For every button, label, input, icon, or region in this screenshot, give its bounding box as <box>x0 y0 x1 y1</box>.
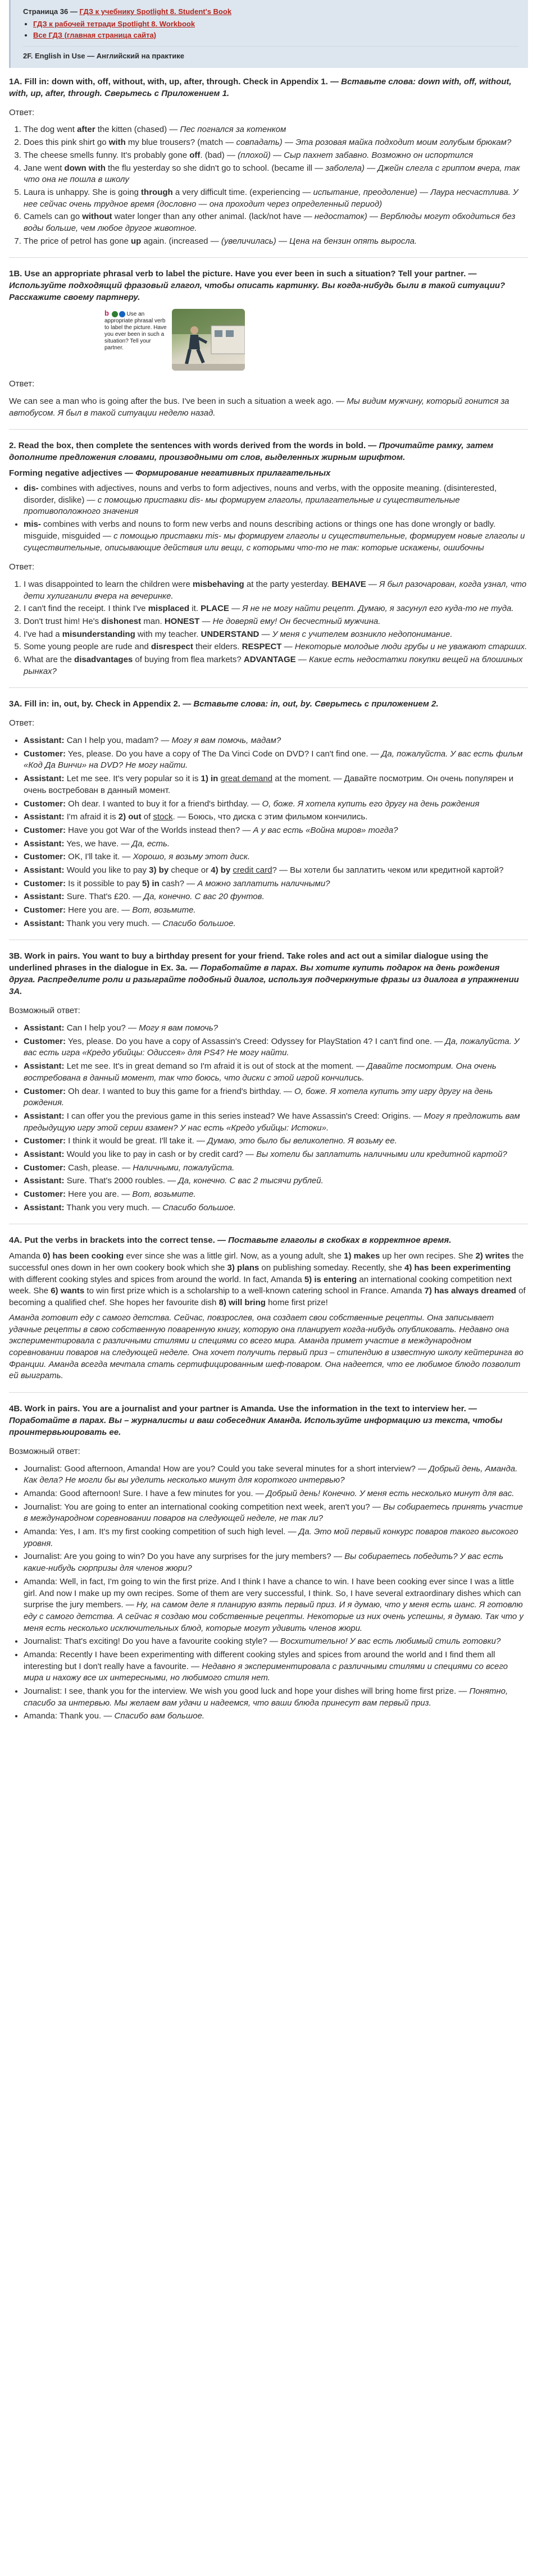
translation: — Я был разочарован, когда узнал, что дети хулиганили вчера на вечеринке. <box>24 579 527 601</box>
answer-verb: 2) writes <box>475 1251 510 1261</box>
translation: Да, пожалуйста. У вас есть игра «Кредо убийцы: Одиссея» для PS4? Не могу найти. <box>24 1036 520 1058</box>
dialogue-line <box>24 1488 528 1500</box>
speaker: Assistant: <box>24 736 65 746</box>
ex3a-title-ru: — Вставьте слова: in, out, by. Сверьтесь с приложением 2. <box>183 699 439 709</box>
line-text: Let me see. It's very popular so it is <box>64 774 201 784</box>
workbook-link[interactable]: ГДЗ к рабочей тетради Spotlight 8. Workbook <box>33 19 195 28</box>
line-text: Is it possible to pay <box>66 878 142 888</box>
answer-verb: 0) has been cooking <box>43 1251 124 1261</box>
answer-verb: 1) makes <box>344 1251 380 1261</box>
sentence-text: Jane went <box>24 163 65 173</box>
ex1a-list <box>9 124 528 247</box>
dialogue-line <box>24 891 528 903</box>
list-item <box>24 579 528 602</box>
paragraph-text: Amanda <box>9 1251 43 1261</box>
ex2-title <box>9 440 528 463</box>
divider <box>9 687 528 688</box>
list-item <box>24 124 528 136</box>
dialogue-line <box>24 851 528 863</box>
line-text: of <box>141 812 153 822</box>
line-text: Cash, please. — <box>66 1162 133 1173</box>
underlined-phrase: great demand <box>220 774 273 784</box>
line-text: Yes, please. Do you have a copy of Assassin's Creed: Odyssey for PlayStation 4? I can't find one. — <box>66 1036 445 1046</box>
ex2-title-ru: — Прочитайте рамку, затем дополните предложения словами, производными от слов, выделенных жирным шрифтом. <box>9 441 494 463</box>
dialogue-line <box>24 1463 528 1487</box>
speaker: Assistant: <box>24 1149 65 1159</box>
translation: Давайте посмотрим. Она очень востребована в данный момент, так что боюсь, что диски с этой игрой кончились. <box>24 1061 497 1083</box>
speaker: Assistant: <box>24 1202 65 1212</box>
translation: с помощью приставки mis- мы формируем глаголы и существительные, формируем новые глаголы и существительные, описывающие действия или вещи, с которыми что-то не так: которые искажены, ошибочны <box>24 531 525 553</box>
translation: Вот, возьмите. <box>132 905 196 915</box>
sentence-text: Don't trust him! He's <box>24 616 102 626</box>
list-item <box>24 236 528 248</box>
paragraph-text: to win first prize which is a scholarship to a well-known catering school in France. Amanda <box>84 1286 425 1296</box>
answer-word: misunderstanding <box>62 629 135 639</box>
dialogue-line <box>24 825 528 837</box>
sentence-text: again. (increased — <box>141 236 221 246</box>
dialogue-line <box>24 799 528 810</box>
line-text: Amanda: Good afternoon! Sure. I have a few minutes for you. <box>24 1489 256 1498</box>
list-item <box>24 616 528 628</box>
paragraph-text: with different cooking styles and spices from around the world. In fact, Amanda <box>9 1274 304 1284</box>
dialogue-line <box>24 918 528 930</box>
line-text: Oh dear. I wanted to buy it for a friend's birthday. — <box>66 799 262 809</box>
ex4b-title-en: 4B. Work in pairs. You are a journalist and your partner is Amanda. Use the information in the text to interview her. <box>9 1403 466 1414</box>
sentence-text: their elders. <box>193 642 242 652</box>
sentence-text: I was disappointed to learn the children were <box>24 579 193 589</box>
sentence-text: man. <box>141 616 165 626</box>
translation: — У меня с учителем возникло недопонимание. <box>259 629 453 639</box>
picture-note: Use an appropriate phrasal verb to label the picture. Have you ever been in such a situation? Tell your partner. <box>104 311 167 352</box>
dialogue-line <box>24 1023 528 1034</box>
answer-word: through <box>141 187 173 197</box>
translation: Спасибо большое. <box>162 918 236 928</box>
ex4b-dialogue <box>9 1463 528 1722</box>
ex4a-title-en: 4A. Put the verbs in brackets into the correct tense. <box>9 1235 215 1246</box>
list-item <box>24 629 528 641</box>
speaker: Customer: <box>24 878 66 888</box>
line-text: . — Боюсь, что диска с этим фильмом кончились. <box>172 812 368 822</box>
speaker: Assistant: <box>24 838 65 849</box>
prefix: mis- <box>24 519 41 530</box>
translation: — Недавно я экспериментировала с различными стилями и специями со всего мира и нахожу все их интересными, но любимого стиля нет. <box>24 1661 508 1683</box>
ex1b-title-en: 1B. Use an appropriate phrasal verb to label the picture. Have you ever been in such a situation? Tell your partner. <box>9 269 466 279</box>
ex2-subtitle-en: Forming negative adjectives — <box>9 468 136 478</box>
translation: — Да. Это мой первый конкурс поваров такого высокого уровня. <box>24 1527 518 1548</box>
base-word: HONEST <box>164 616 200 626</box>
line-text: Journalist: I see, thank you for the interview. We wish you good luck and hope your dishes will bring home first prize. <box>24 1686 459 1696</box>
speaker: Customer: <box>24 825 66 835</box>
sentence-text: The price of petrol has gone <box>24 236 131 246</box>
paragraph-text: on publishing someday. Recently, she <box>259 1263 404 1273</box>
translation: Да, пожалуйста. У вас есть фильм «Код Да Винчи» на DVD? Не могу найти. <box>24 749 523 770</box>
speaker: Customer: <box>24 749 66 759</box>
ex3a-dialogue <box>9 735 528 929</box>
answer-word: off <box>189 150 201 160</box>
paragraph-text: ever since she was a little girl. Now, as a young adult, she <box>124 1251 344 1261</box>
translation: Пес погнался за котенком <box>180 125 286 135</box>
dialogue-line <box>24 1526 528 1549</box>
translation: О, боже. Я хотела купить эту игру другу на день рождения. <box>24 1086 493 1108</box>
sentence-text: at the party yesterday. <box>244 579 332 589</box>
line-text: Can I help you? — <box>64 1023 139 1033</box>
translation: (увеличилась) — Цена на бензин опять выросла. <box>221 236 417 246</box>
translation: заболела) — Джейн слегла с гриппом вчера, так что она не пошла в школу <box>24 163 520 185</box>
translation: Могу я вам помочь? <box>139 1023 219 1033</box>
underlined-phrase: credit card <box>233 865 272 875</box>
line-text: Oh dear. I wanted to buy this game for a friend's birthday. — <box>66 1086 294 1096</box>
rule-item <box>24 519 528 554</box>
dialogue-line <box>24 905 528 917</box>
answer-word: 1) in <box>201 774 219 784</box>
translation: испытание, преодоление) — Лаура несчастлива. У нее сейчас очень трудное время (дословно — она проходит через определенный период) <box>24 187 518 209</box>
speaker: Assistant: <box>24 892 65 902</box>
ex4a-translation: Аманда готовит еду с самого детства. Сейчас, повзрослев, она создает свои собственные рецепты. Она записывает удачные рецепты в свою собственную поваренную книгу, которую она планирует когда-нибудь опубликовать. Недавно она экспериментировала с различными стилями и специями со всего мира. Аманда примет участие в международном соревновании поваров на следующей неделе. Она хочет получить первый приз – стипендию в известную школу кейтеринга во Франции. Аманда всегда мечтала стать сертифицированным шеф-поваром. Она надеется, что ее любимое блюдо позволит ей выиграть. <box>9 1312 524 1381</box>
sentence-text: . (bad) — <box>200 150 238 160</box>
translation: Вы хотели бы заплатить наличными или кредитной картой? <box>256 1149 507 1159</box>
dialogue-line <box>24 811 528 823</box>
translation: Спасибо большое. <box>162 1202 236 1212</box>
dialogue-line <box>24 735 528 747</box>
ex1a-title-ru: — Вставьте слова: down with, off, without, with, up, after, through. Сверьтесь с Приложением 1. <box>9 76 512 98</box>
translation: — Спасибо вам большое. <box>103 1711 205 1721</box>
ex4a-title-ru: — Поставьте глаголы в скобках в корректное время. <box>217 1235 452 1246</box>
list-item <box>24 211 528 234</box>
ex3a-title <box>9 698 528 710</box>
paragraph-text: of becoming a qualified chef. She hopes her favourite dish <box>9 1286 526 1308</box>
answer-word: 5) in <box>142 878 160 888</box>
line-text: Journalist: You are going to enter an international cooking competition next week, aren't you? <box>24 1502 372 1512</box>
line-text: Amanda: Yes, I am. It's my first cooking competition of such high level. <box>24 1527 288 1537</box>
line-text: Yes, please. Do you have a copy of The Da Vinci Code on DVD? I can't find one. — <box>66 749 381 759</box>
dialogue-line <box>24 1136 528 1147</box>
dialogue-line <box>24 1111 528 1134</box>
ex4a-text <box>9 1251 528 1308</box>
answer-verb: 4) has been experimenting <box>404 1263 511 1273</box>
answer-word: 3) by <box>149 865 169 875</box>
translation: Хорошо, я возьму этот диск. <box>133 852 250 862</box>
ex3b-title-ru: — Поработайте в парах. Вы хотите купить подарок на день рождения друга. Распределите роли и разыграйте подобный диалог, используя подчеркнутые фразы из диалога в упражнении 3А. <box>9 963 519 997</box>
line-text: Journalist: That's exciting! Do you have a favourite cooking style? <box>24 1636 270 1647</box>
answer-word: misplaced <box>148 604 190 614</box>
translation: — Вы собираетесь принять участие в международном соревновании поваров на следующей неделе, не так ли? <box>24 1502 523 1524</box>
ex3a-answer-label: Ответ: <box>9 718 35 728</box>
ex3a-title-en: 3A. Fill in: in, out, by. Check in Appendix 2. <box>9 699 181 709</box>
ex1b-title-ru: — Используйте подходящий фразовый глагол, чтобы описать картинку. Вы когда-нибудь были в такой ситуации? Расскажите своему партнеру. <box>9 269 506 303</box>
section-label: 2F. English in Use — Английский на практике <box>23 46 519 61</box>
ex1b-answer <box>9 396 528 419</box>
line-text: Amanda: Thank you. <box>24 1711 104 1721</box>
dialogue-line <box>24 1175 528 1187</box>
speaker: Customer: <box>24 1086 66 1096</box>
line-text: I'm afraid it is <box>64 812 119 822</box>
dialogue-line <box>24 1686 528 1709</box>
speaker: Customer: <box>24 1036 66 1046</box>
ex2-title-en: 2. Read the box, then complete the sentences with words derived from the words in bold. <box>9 441 366 451</box>
line-text: ? — Вы хотели бы заплатить чеком или кредитной картой? <box>272 865 504 875</box>
picture-caption <box>104 309 167 352</box>
dialogue-line <box>24 865 528 877</box>
ex2-rule-box <box>9 483 528 554</box>
ex2-subtitle <box>9 468 528 480</box>
answer-word: after <box>77 125 95 135</box>
translation: совпадать) — Эта розовая майка подходит моим голубым брюкам? <box>236 138 512 148</box>
dialogue-line <box>24 1636 528 1648</box>
line-text: Amanda: Well, in fact, I'm going to win the first prize. And I think I have a chance to win. I have been cooking ever since I was a little girl. And now I make up my own recipes. Some of them are very successful, I think. So, I have several extraordinary dishes which can surprise the jury members. <box>24 1576 521 1610</box>
rule-text: combines with adjectives, nouns and verbs to form adjectives, nouns and verbs, with the opposite meaning. (disinterested, disorder, dislike) — <box>24 484 497 505</box>
sentence-text: it. <box>189 604 201 614</box>
line-text: Here you are. — <box>66 1189 133 1199</box>
translation: — Ну, на самом деле я планирую взять первый приз. И я думаю, что у меня есть шанс. Я готовлю еду с самого детства. А сейчас я создаю мои собственные рецепты. Некоторые из них очень успешны, я думаю. Так что у меня есть несколько исключительных блюд, которые могут удивить членов жюри. <box>24 1600 524 1633</box>
line-text: at the moment. — Давайте посмотрим. Он очень популярен и очень востребован в данный момент. <box>24 774 514 795</box>
ex1b-answer-label: Ответ: <box>9 379 35 389</box>
ex2-answer-label: Ответ: <box>9 562 35 572</box>
photo-illustration <box>172 309 245 371</box>
answer-verb: 7) has always dreamed <box>424 1286 516 1296</box>
dialogue-line <box>24 838 528 850</box>
answer-word: 2) out <box>118 812 142 822</box>
speaker: Customer: <box>24 905 66 915</box>
ex3b-answer-label: Возможный ответ: <box>9 1006 80 1016</box>
ex1a-answer-label: Ответ: <box>9 107 35 117</box>
answer-word: misbehaving <box>193 579 244 589</box>
speaker: Assistant: <box>24 1023 65 1033</box>
translation: — Не доверяй ему! Он бесчестный мужчина. <box>199 616 381 626</box>
translation: Наличными, пожалуйста. <box>133 1162 235 1173</box>
ex4b-title <box>9 1403 528 1438</box>
speaker: Assistant: <box>24 865 65 875</box>
line-text: I think it would be great. I'll take it. — <box>66 1136 208 1146</box>
dialogue-line <box>24 1149 528 1161</box>
sentence-text: Camels can go <box>24 212 83 222</box>
dialogue-line <box>24 878 528 890</box>
ex2-list <box>9 579 528 678</box>
sentence-text: Some young people are rude and <box>24 642 151 652</box>
dialogue-line <box>24 1036 528 1059</box>
answer-word: down with <box>64 163 106 173</box>
line-text: cash? — <box>159 878 198 888</box>
answer-word: dishonest <box>101 616 142 626</box>
line-text: Thank you very much. — <box>64 1202 163 1212</box>
base-word: BEHAVE <box>331 579 366 589</box>
base-word: PLACE <box>201 604 229 614</box>
translation: О, боже. Я хотела купить его другу на день рождения <box>262 799 480 809</box>
line-text: Have you got War of the Worlds instead then? — <box>66 825 253 835</box>
paragraph-text: up her own recipes. She <box>380 1251 476 1261</box>
ex3b-dialogue <box>9 1023 528 1214</box>
prefix: dis- <box>24 484 39 494</box>
line-text: Would you like to pay in cash or by credit card? — <box>64 1149 257 1159</box>
list-item <box>24 654 528 677</box>
divider <box>9 1392 528 1393</box>
speaker: Customer: <box>24 1136 66 1146</box>
nav-links <box>23 19 519 40</box>
paragraph-text: home first prize! <box>265 1298 328 1308</box>
sentence-text: with my teacher. <box>135 629 201 639</box>
sentence-text: Does this pink shirt go <box>24 138 109 148</box>
ex4a-title <box>9 1234 528 1246</box>
answer-word: disrespect <box>151 642 193 652</box>
speaker: Customer: <box>24 1162 66 1173</box>
list-item <box>24 150 528 162</box>
answer-word: without <box>82 212 112 222</box>
list-item <box>24 137 528 149</box>
divider <box>9 257 528 258</box>
translation: Могу я вам помочь, мадам? <box>171 736 281 746</box>
ex1b-title <box>9 268 528 303</box>
ex4b-answer-label: Возможный ответ: <box>9 1446 80 1456</box>
translation: — Некоторые молодые люди грубы и не уважают старших. <box>281 642 527 652</box>
translation: Да, конечно. С вас 2 тысячи рублей. <box>178 1176 324 1186</box>
translation: — Понятно, спасибо за интервью. Мы желаем вам удачи и надеемся, что ваши блюда принесут вам первый приз. <box>24 1686 508 1708</box>
dialogue-line <box>24 1502 528 1525</box>
translation: Вот, возьмите. <box>132 1189 196 1199</box>
translation: (плохой) — Сыр пахнет забавно. Возможно он испортился <box>238 150 474 160</box>
dialogue-line <box>24 1551 528 1574</box>
list-item <box>24 163 528 186</box>
translation: Да, есть. <box>131 838 170 849</box>
nav-link-item <box>33 30 519 40</box>
sentence-text: I've had a <box>24 629 62 639</box>
sentence-text: Laura is unhappy. She is going <box>24 187 142 197</box>
ex1a-title <box>9 76 528 99</box>
ex1a-title-en: 1A. Fill in: down with, off, without, with, up, after, through. Check in Appendix 1. <box>9 76 328 86</box>
speaker: Assistant: <box>24 1111 65 1121</box>
base-word: UNDERSTAND <box>201 629 260 639</box>
answer-verb: 5) is entering <box>304 1274 357 1284</box>
answer-verb: 3) plans <box>227 1263 260 1273</box>
rule-item <box>24 483 528 518</box>
translation: Думаю, это было бы великолепно. Я возьму ее. <box>207 1136 397 1146</box>
ex3b-title <box>9 950 528 997</box>
ex4b-title-ru: — Поработайте в парах. Вы – журналисты и ваш собеседник Аманда. Используйте информацию из текста, чтобы проинтервьюировать ее. <box>9 1403 503 1437</box>
speaker: Assistant: <box>24 1061 65 1072</box>
dialogue-line <box>24 1189 528 1201</box>
dialogue-line <box>24 1202 528 1214</box>
sentence-text: The dog went <box>24 125 78 135</box>
dialogue-line <box>24 749 528 772</box>
line-text: Sure. That's £20. — <box>64 892 144 902</box>
dialogue-line <box>24 1061 528 1084</box>
line-text: Would you like to pay <box>64 865 149 875</box>
line-text: Amanda: Recently I have been experimenting with different cooking styles and spices from around the world and I find them all interesting but I don't really have a favourite. <box>24 1649 495 1671</box>
dialogue-line <box>24 1649 528 1684</box>
list-item <box>24 641 528 653</box>
sentence-text: of buying from flea markets? <box>133 655 244 664</box>
list-item <box>24 187 528 210</box>
sentence-text: The cheese smells funny. It's probably gone <box>24 150 190 160</box>
base-word: RESPECT <box>242 642 282 652</box>
line-text: Thank you very much. — <box>64 918 163 928</box>
base-word: ADVANTAGE <box>243 655 296 664</box>
page-label: Страница 36 — <box>23 7 80 16</box>
underlined-phrase: stock <box>153 812 173 822</box>
man-chasing-bus-photo <box>172 309 245 371</box>
answer-word: with <box>108 138 126 148</box>
speaker: Assistant: <box>24 1176 65 1186</box>
sentence-text: a very difficult time. (experiencing — <box>172 187 313 197</box>
translation: Да, конечно. С вас 20 фунтов. <box>143 892 265 902</box>
translation: А у вас есть «Война миров» тогда? <box>253 825 398 835</box>
sentence-text: the kitten (chased) — <box>95 125 180 135</box>
translation: — Я не не могу найти рецепт. Думаю, я засунул его куда-то не туда. <box>229 604 514 614</box>
dialogue-line <box>24 1711 528 1722</box>
translation: А можно заплатить наличными? <box>197 878 330 888</box>
translation: — Восхитительно! У вас есть любимый стиль готовки? <box>269 1636 501 1647</box>
speaker: Assistant: <box>24 812 65 822</box>
line-text: cheque or <box>169 865 211 875</box>
translation: — Добрый день! Конечно. У меня есть несколько минут для вас. <box>255 1489 515 1498</box>
ex1b-answer-en: We can see a man who is going after the bus. I've been in such a situation a week ago. <box>9 396 334 406</box>
speaker: Assistant: <box>24 774 65 784</box>
translation: — Вы собираетесь победить? У вас есть какие-нибудь сюрпризы для членов жюри? <box>24 1552 504 1574</box>
speaker: Customer: <box>24 1189 66 1199</box>
ex1b-answer-ru: — Мы видим мужчину, который гонится за автобусом. Я был в такой ситуации неделю назад. <box>9 396 509 418</box>
picture-letter: b <box>104 309 109 318</box>
sentence-text: the flu yesterday so she didn't go to school. (became ill — <box>105 163 326 173</box>
line-text: OK, I'll take it. — <box>66 852 133 862</box>
nav-link-item <box>33 19 519 29</box>
translation: — Добрый день, Аманда. Как дела? Не могли бы вы уделить несколько минут для короткого интервью? <box>24 1463 518 1485</box>
line-text: I can offer you the previous game in this series instead? We have Assassin's Creed: Origins. — <box>64 1111 424 1121</box>
speaker: Customer: <box>24 799 66 809</box>
paragraph-text: an international cooking competition next week. She <box>9 1274 512 1296</box>
line-text: Let me see. It's in great demand so I'm afraid it is out of stock at the moment. — <box>64 1061 367 1072</box>
sentence-text: What are the <box>24 655 75 664</box>
rule-text: combines with verbs and nouns to form new verbs and nouns describing actions or things one has done wrongly or badly. misguide, misguided — <box>24 519 496 541</box>
pair-work-icon <box>119 311 125 317</box>
dialogue-line <box>24 1162 528 1174</box>
dialogue-line <box>24 773 528 796</box>
sentence-text: water longer than any other animal. (lack/not have — <box>112 212 315 222</box>
nav-box <box>9 0 528 68</box>
dialogue-line <box>24 1576 528 1634</box>
speaker: Customer: <box>24 852 66 862</box>
ex2-subtitle-ru: Формирование негативных прилагательных <box>135 468 331 478</box>
line-text: Here you are. — <box>66 905 133 915</box>
paragraph-text: the successful ones down in her own cookery book which she <box>9 1251 524 1273</box>
line-text: Journalist: Are you going to win? Do you have any surprises for the jury members? <box>24 1552 334 1562</box>
speaking-icon <box>112 311 118 317</box>
translation: Могу я предложить вам предыдущую игру этой серии взамен? У нас есть «Кредо убийцы: Истоки». <box>24 1111 520 1133</box>
answer-word: up <box>130 236 142 246</box>
answer-verb: 6) wants <box>51 1286 85 1296</box>
exercise-picture <box>104 309 245 371</box>
dialogue-line <box>24 1086 528 1109</box>
sentence-text: I can't find the receipt. I think I've <box>24 604 148 614</box>
line-text: Sure. That's 2000 roubles. — <box>64 1176 179 1186</box>
main-page-link[interactable]: Все ГДЗ (главная страница сайта) <box>33 30 157 39</box>
ex3b-title-en: 3B. Work in pairs. You want to buy a birthday present for your friend. Take roles and act out a similar dialogue using the underlined phrases in the dialogue in Ex. 3a. <box>9 951 489 973</box>
line-text: Can I help you, madam? — <box>64 736 172 746</box>
answer-word: 4) by <box>211 865 231 875</box>
line-text: Yes, we have. — <box>64 838 132 849</box>
textbook-link[interactable]: ГДЗ к учебнику Spotlight 8. Student's Book <box>79 7 232 16</box>
translation: недостаток) — Верблюды могут обходиться без воды больше, чем любое другое животное. <box>24 212 516 233</box>
page-heading <box>23 7 519 17</box>
answer-word: disadvantages <box>74 655 133 664</box>
line-text: Journalist: Good afternoon, Amanda! How are you? Could you take several minutes for a short interview? <box>24 1463 418 1474</box>
translation: — Какие есть недостатки покупки вещей на блошиных рынках? <box>24 655 523 676</box>
speaker: Assistant: <box>24 918 65 928</box>
divider <box>9 429 528 430</box>
translation: с помощью приставки dis- мы формируем глаголы, прилагательные и существительные противоположного значения <box>24 495 460 517</box>
list-item <box>24 603 528 615</box>
answer-verb: 8) will bring <box>219 1298 266 1308</box>
sentence-text: my blue trousers? (match — <box>125 138 236 148</box>
